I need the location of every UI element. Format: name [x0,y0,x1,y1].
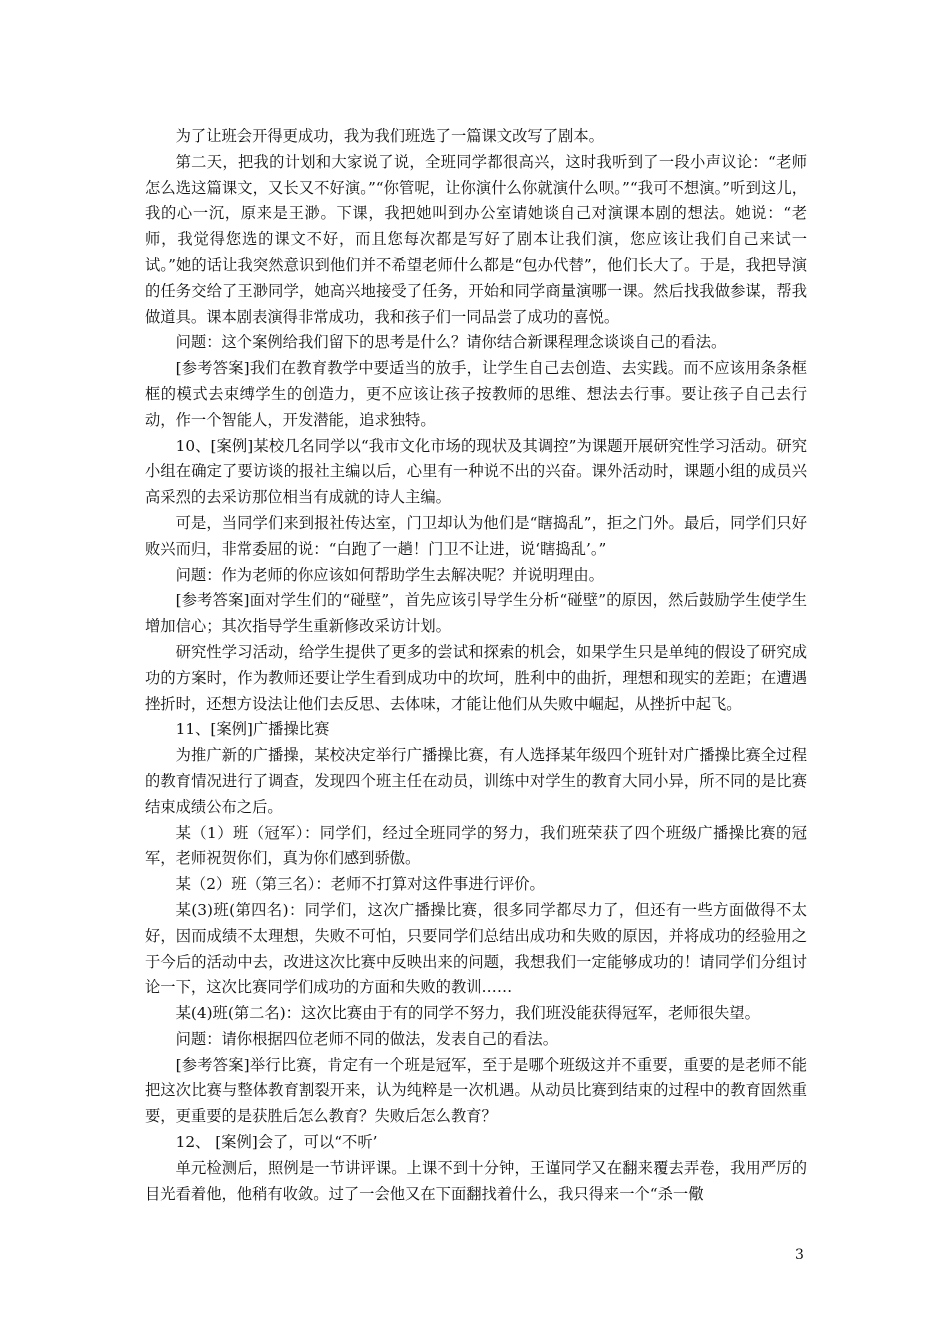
paragraph: 问题：这个案例给我们留下的思考是什么？请你结合新课程理念谈谈自己的看法。 [175,333,727,352]
paragraph: [参考答案]举行比赛，肯定有一个班是冠军，至于是哪个班级这并不重要，重要的是老师不能把这次比赛与整体教育割裂开来，认为纯粹是一次机遇。从动员比赛到结束的过程中的教育固然重要，更重要的是获胜后怎么教育？失败后怎么教育？ [145,1055,807,1126]
paragraph: 为了让班会开得更成功，我为我们班选了一篇课文改写了剧本。 [175,127,604,145]
paragraph: [参考答案]面对学生们的“碰壁”，首先应该引导学生分析“碰壁”的原因，然后鼓励学生使学生增加信心；其次指导学生重新修改采访计划。 [145,591,807,636]
paragraph: 某（2）班（第三名）：老师不打算对这件事进行评价。 [175,875,545,894]
paragraph: 10、[案例]某校几名同学以“我市文化市场的现状及其调控”为课题开展研究性学习活动。研究小组在确定了要访谈的报社主编以后，心里有一种说不出的兴奋。课外活动时，课题小组的成员兴高采烈的去采访那位相当有成就的诗人主编。 [145,436,807,507]
section-heading: 12、 [案例]会了，可以“不听’ [175,1133,378,1152]
paragraph: 某(4)班(第二名)：这次比赛由于有的同学不努力，我们班没能获得冠军，老师很失望。 [175,1004,760,1023]
paragraph: [参考答案]我们在教育教学中要适当的放手，让学生自己去创造、去实践。而不应该用条条框框的模式去束缚学生的创造力，更不应该让孩子按教师的思维、想法去行事。要让孩子自己去行动，作一个智能人，开发潜能，追求独特。 [145,359,807,429]
document-body [145,124,807,1207]
section-heading: 11、[案例]广播操比赛 [175,720,330,739]
paragraph: 某(3)班(第四名)：同学们，这次广播操比赛，很多同学都尽力了，但还有一些方面做得不太好，因而成绩不太理想，失败不可怕，只要同学们总结出成功和失败的原因，并将成功的经验用之于今后的活动中去，改进这次比赛中反映出来的问题，我想我们一定能够成功的！请同学们分组讨论一下，这次比赛同学们成功的方面和失败的教训…… [145,900,807,997]
paragraph: 可是，当同学们来到报社传达室，门卫却认为他们是“瞎捣乱”，拒之门外。最后，同学们只好败兴而归，非常委屈的说：“白跑了一趟！门卫不让进，说‘瞎捣乱’。” [145,513,807,558]
paragraph: 为推广新的广播操，某校决定举行广播操比赛，有人选择某年级四个班针对广播操比赛全过程的教育情况进行了调查，发现四个班主任在动员，训练中对学生的教育大同小异，所不同的是比赛结束成绩公布之后。 [145,746,807,816]
page-number: 3 [795,1247,804,1263]
paragraph: 研究性学习活动，给学生提供了更多的尝试和探索的机会，如果学生只是单纯的假设了研究成功的方案时，作为教师还要让学生看到成功中的坎坷，胜利中的曲折，理想和现实的差距；在遭遇挫折时，还想方设法让他们去反思、去体味，才能让他们从失败中崛起，从挫折中起飞。 [145,642,807,713]
paragraph: 问题：请你根据四位老师不同的做法，发表自己的看法。 [175,1029,559,1048]
paragraph: 第二天，把我的计划和大家说了说，全班同学都很高兴，这时我听到了一段小声议论：“老师怎么选这篇课文，又长又不好演。”“你管呢，让你演什么你就演什么呗。”“我可不想演。”听到这儿，我的心一沉，原来是王渺。下课，我把她叫到办公室请她谈自己对演课本剧的想法。她说：“老师，我觉得您选的课文不好，而且您每次都是写好了剧本让我们演，您应该让我们自己来试一试。”她的话让我突然意识到他们并不希望老师什么都是“包办代替”，他们长大了。于是，我把导演的任务交给了王渺同学，她高兴地接受了任务，开始和同学商量演哪一课。然后找我做参谋，帮我做道具。课本剧表演得非常成功，我和孩子们一同品尝了成功的喜悦。 [145,152,807,326]
paragraph: 某（1）班（冠军）：同学们，经过全班同学的努力，我们班荣获了四个班级广播操比赛的冠军，老师祝贺你们，真为你们感到骄傲。 [145,823,807,868]
paragraph: 单元检测后，照例是一节讲评课。上课不到十分钟，王谨同学又在翻来覆去弄卷，我用严厉的目光看着他，他稍有收敛。过了一会他又在下面翻找着什么，我只得来一个“杀一儆 [145,1158,807,1203]
paragraph: 问题：作为老师的你应该如何帮助学生去解决呢？并说明理由。 [175,565,604,584]
